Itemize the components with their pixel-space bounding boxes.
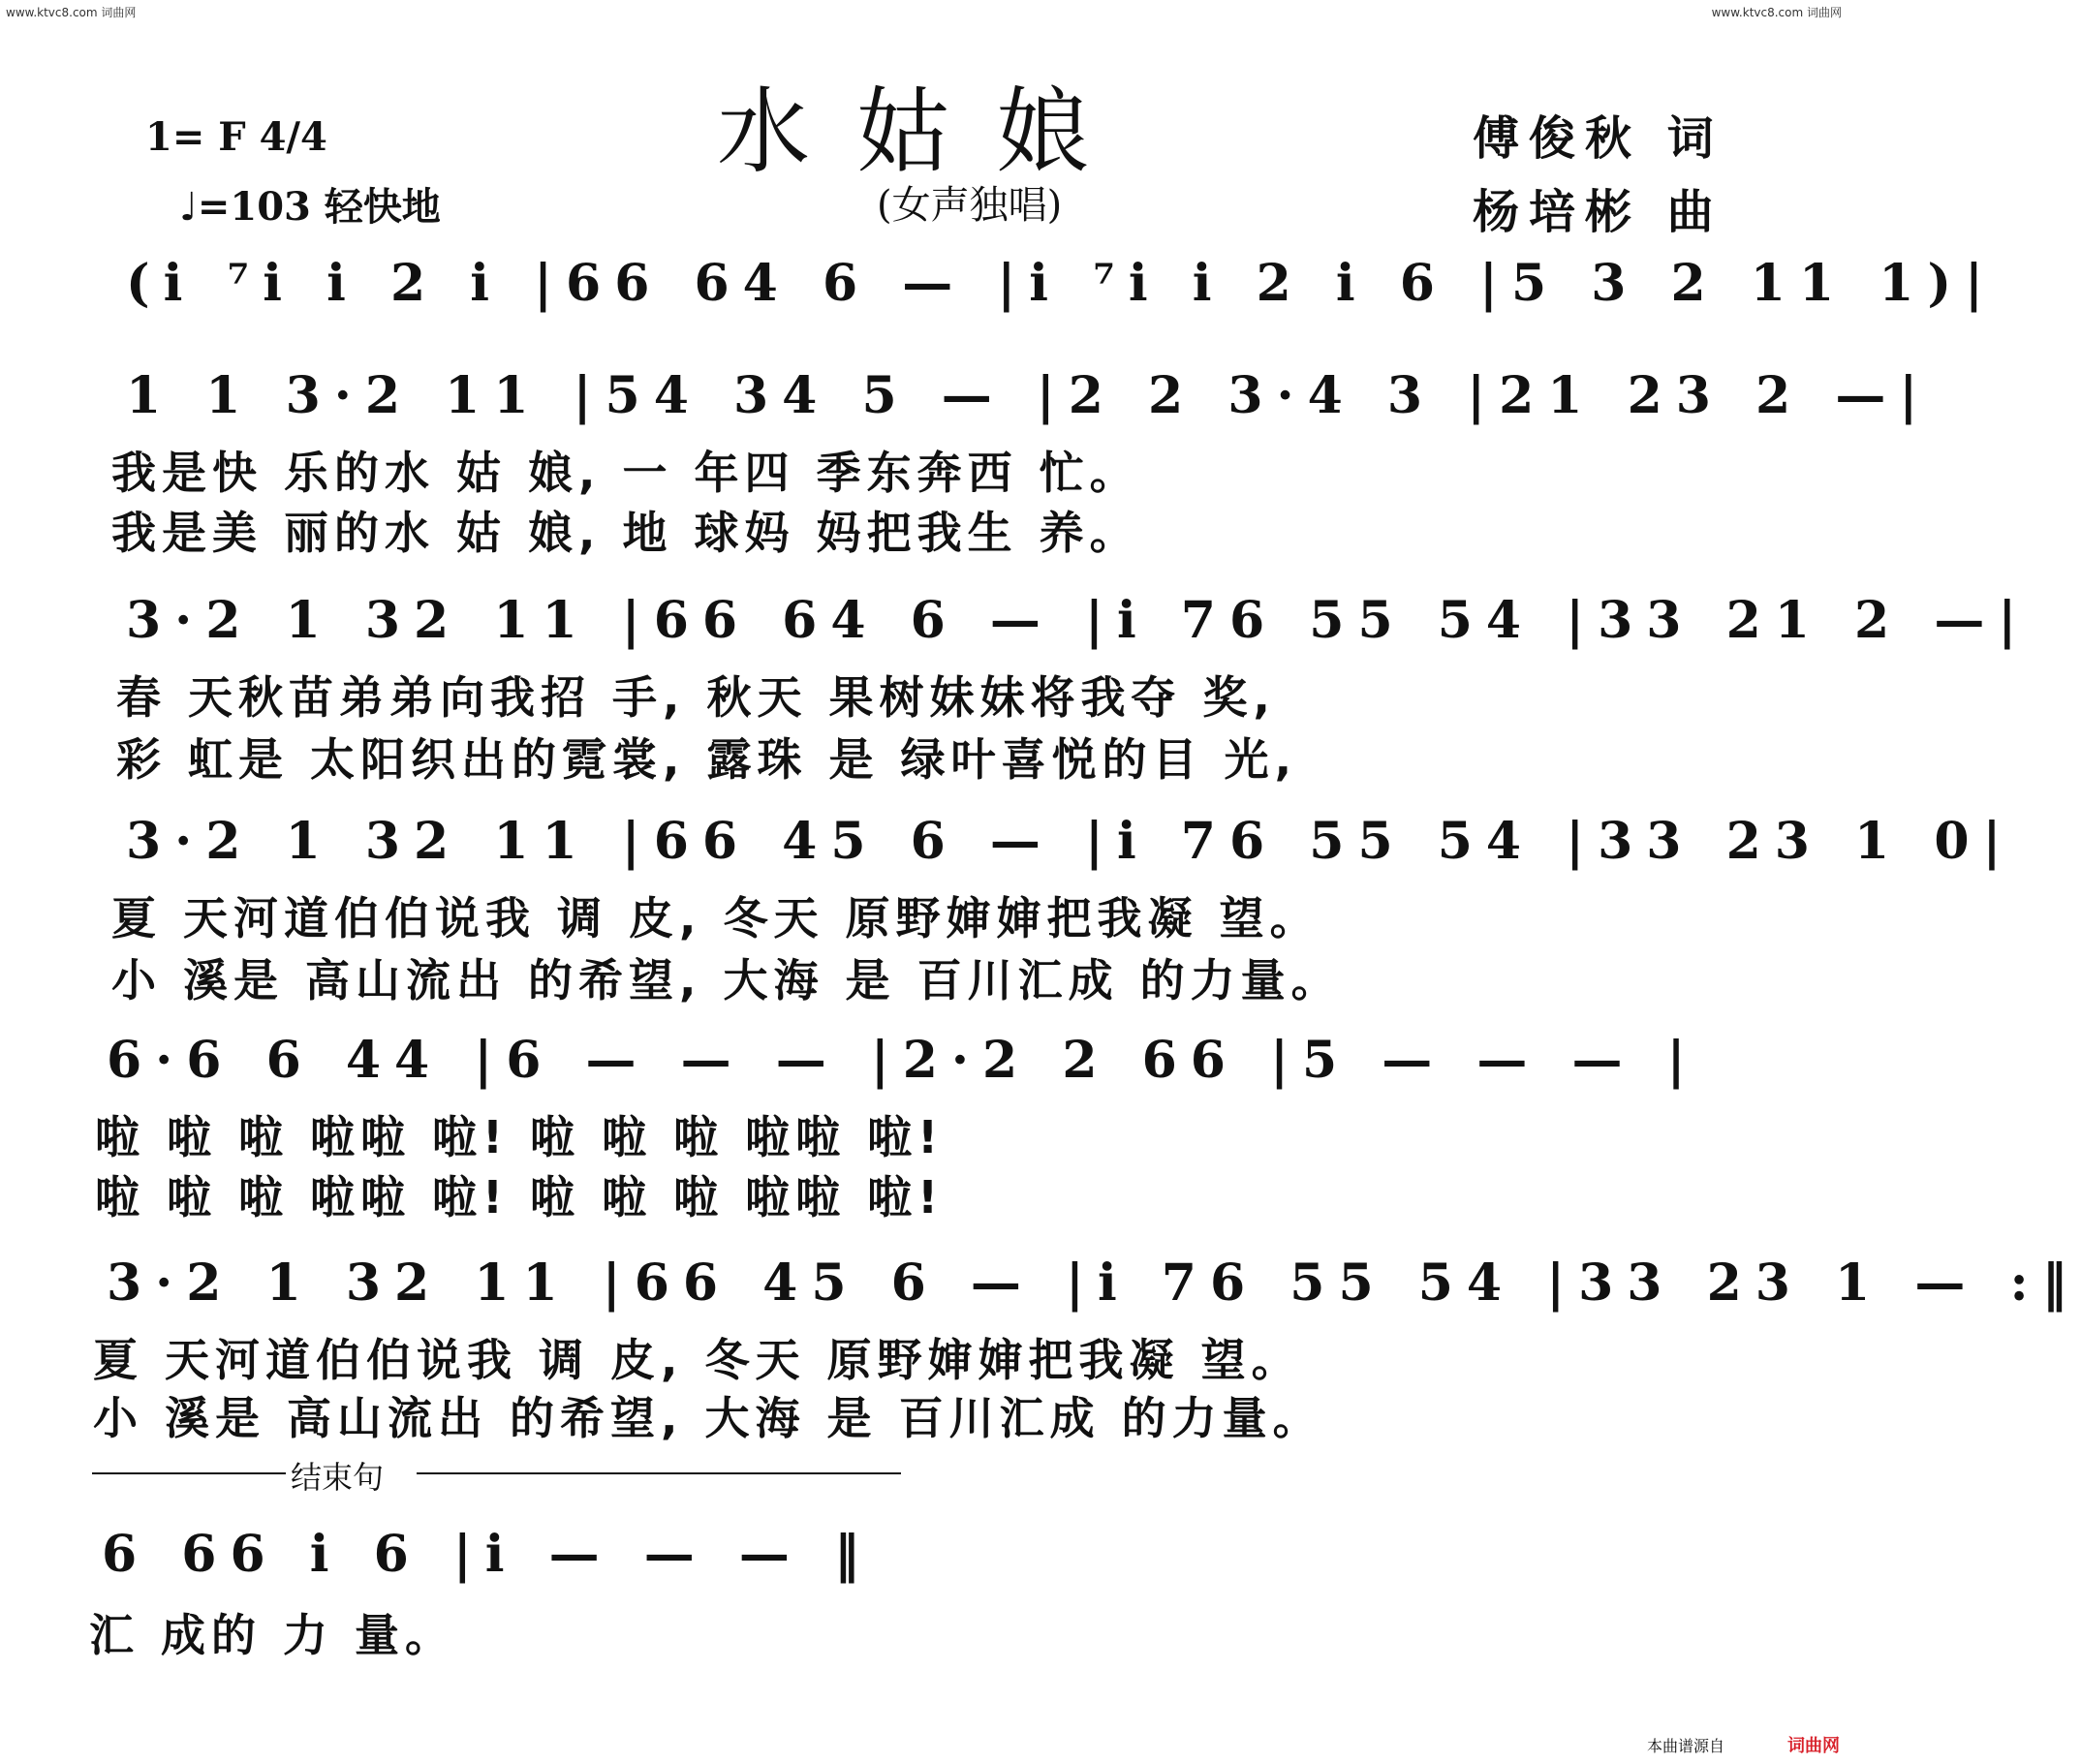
tempo-value: =103 轻快地 [197, 184, 441, 230]
intro-notes: (i ⁷i i 2 i |66 64 6 — |i ⁷i i 2 i 6 |5 3 2 11 1)| [126, 254, 1997, 313]
subtitle: (女声独唱) [877, 183, 1063, 228]
footer-source: 本曲谱源自 [1647, 1737, 1725, 1755]
ending-lyrics: 汇 成的 力 量。 [89, 1609, 456, 1661]
line-3-notes: 3·2 1 32 11 |66 45 6 — |i 76 55 54 |33 23 1 0| [126, 812, 2015, 871]
line-5-lyrics-verse-2: 小 溪是 高山流出 的希望, 大海 是 百川汇成 的力量。 [93, 1392, 1323, 1444]
line-2-lyrics-verse-1: 春 天秋苗弟弟向我招 手, 秋天 果树妹妹将我夺 奖, [116, 671, 1277, 724]
composer: 杨培彬 曲 [1473, 185, 1724, 239]
key-meter: 1= F 4/4 [145, 114, 327, 160]
line-3-lyrics-verse-1: 夏 天河道伯伯说我 调 皮, 冬天 原野婶婶把我凝 望。 [111, 892, 1320, 944]
watermark-left: www.ktvc8.com 词曲网 [6, 6, 137, 19]
line-1-lyrics-verse-1: 我是快 乐的水 姑 娘, 一 年四 季东奔西 忙。 [111, 447, 1140, 499]
ending-rule-right [417, 1472, 901, 1474]
line-4-lyrics-verse-2: 啦 啦 啦 啦啦 啦! 啦 啦 啦 啦啦 啦! [95, 1171, 945, 1223]
line-3-lyrics-verse-2: 小 溪是 高山流出 的希望, 大海 是 百川汇成 的力量。 [111, 954, 1342, 1006]
line-1-notes: 1 1 3·2 11 |54 34 5 — |2 2 3·4 3 |21 23 2 —| [126, 366, 1932, 425]
line-4-notes: 6·6 6 44 |6 — — — |2·2 2 66 |5 — — — | [107, 1031, 1699, 1090]
footer-brand-logo: 词曲网 [1787, 1736, 1840, 1756]
line-4-lyrics-verse-1: 啦 啦 啦 啦啦 啦! 啦 啦 啦 啦啦 啦! [95, 1111, 945, 1163]
ending-rule-left [92, 1472, 286, 1474]
lyricist: 傅俊秋 词 [1473, 111, 1724, 166]
ending-notes: 6 66 i 6 |i — — — ‖ [102, 1525, 873, 1584]
line-5-lyrics-verse-1: 夏 天河道伯伯说我 调 皮, 冬天 原野婶婶把我凝 望。 [93, 1334, 1302, 1386]
ending-label: 结束句 [291, 1459, 385, 1496]
watermark-right: www.ktvc8.com 词曲网 [1711, 6, 1842, 19]
line-2-lyrics-verse-2: 彩 虹是 太阳织出的霓裳, 露珠 是 绿叶喜悦的目 光, [116, 733, 1298, 786]
line-2-notes: 3·2 1 32 11 |66 64 6 — |i 76 55 54 |33 21 2 —| [126, 591, 2031, 650]
line-1-lyrics-verse-2: 我是美 丽的水 姑 娘, 地 球妈 妈把我生 养。 [111, 507, 1140, 559]
song-title: 水姑娘 [717, 77, 1135, 186]
line-5-notes: 3·2 1 32 11 |66 45 6 — |i 76 55 54 |33 23 1 — :‖ [107, 1253, 2081, 1313]
quarter-note-icon: ♩ [179, 184, 198, 230]
tempo [179, 176, 441, 232]
